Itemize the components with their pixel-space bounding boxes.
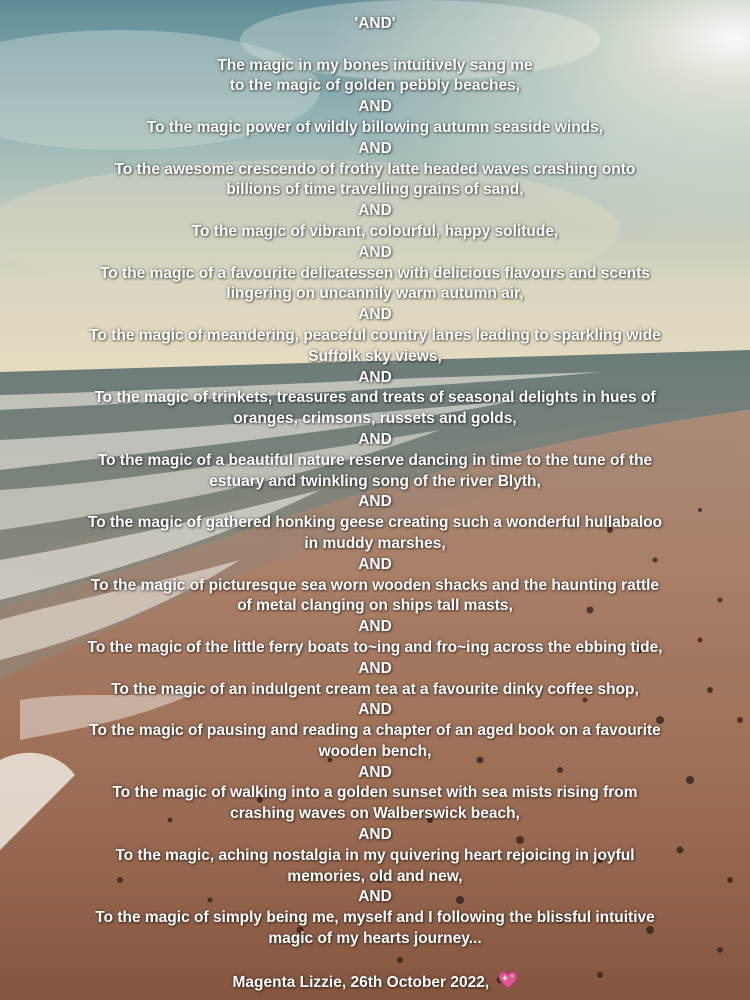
poem-line: To the magic of gathered honking geese creating such a wonderful hullabaloo [87,514,663,532]
poem-line: To the magic power of wildly billowing autumn seaside winds, [146,118,604,136]
poem-line: in muddy marshes, [304,534,446,552]
poem-line: wooden bench, [318,742,432,760]
and-line: AND [358,202,392,220]
poem-line: To the magic, aching nostalgia in my quivering heart rejoicing in joyful [115,846,635,864]
poem-line: lingering on uncannily warm autumn air, [226,285,524,303]
and-line: AND [358,826,392,844]
poem-line: Suffolk sky views, [308,347,442,365]
poem-line: To the magic of simply being me, myself and I following the blissful intuitive [95,909,655,927]
and-line: AND [358,618,392,636]
and-line: AND [358,888,392,906]
poem-line: To the magic of trinkets, treasures and treats of seasonal delights in hues of [94,389,656,407]
stanza-gap [0,950,750,971]
poem-line: To the magic of a beautiful nature reserve dancing in time to the tune of the [97,451,653,469]
and-line: AND [358,430,392,448]
poem-line: To the awesome crescendo of frothy latte headed waves crashing onto [114,160,636,178]
and-line: AND [358,701,392,719]
and-line: AND [358,243,392,261]
poem-line: to the magic of golden pebbly beaches, [229,77,521,95]
poem-line: To the magic of an indulgent cream tea at a favourite dinky coffee shop, [111,680,639,698]
and-line: AND [358,555,392,573]
and-line: AND [358,659,392,677]
poem-line: To the magic of meandering, peaceful country lanes leading to sparkling wide [89,326,661,344]
poem [0,14,750,995]
poem-line: To the magic of a favourite delicatessen with delicious flavours and scents [99,264,651,282]
poem-line: To the magic of vibrant, colourful, happy solitude, [191,222,559,240]
poem-line: billions of time travelling grains of sand, [226,181,524,199]
poem-line: The magic in my bones intuitively sang me [217,56,533,74]
poem-line: memories, old and new, [287,867,463,885]
and-line: AND [358,139,392,157]
and-line: AND [358,306,392,324]
poem-title: 'AND' [354,15,396,32]
stanza-gap [0,35,750,56]
and-line: AND [358,98,392,116]
poem-line: To the magic of the little ferry boats to~ing and fro~ing across the ebbing tide, [87,638,663,656]
and-line: AND [358,763,392,781]
poem-line: To the magic of pausing and reading a chapter of an aged book on a favourite [89,722,661,740]
sparkling-heart-icon [498,971,518,996]
poem-line: estuary and twinkling song of the river Blyth, [209,472,541,490]
poem-line: crashing waves on Walberswick beach, [230,805,520,823]
poem-lines [0,56,750,950]
signature-line [0,971,750,996]
poem-line: To the magic of walking into a golden sunset with sea mists rising from [112,784,638,802]
signature: Magenta Lizzie, 26th October 2022, [232,973,490,991]
poem-line: oranges, crimsons, russets and golds, [233,410,517,428]
poem-line: To the magic of picturesque sea worn wooden shacks and the haunting rattle [90,576,660,594]
and-line: AND [358,493,392,511]
and-line: AND [358,368,392,386]
poem-line: of metal clanging on ships tall masts, [237,597,513,615]
poem-line: magic of my hearts journey... [268,930,482,948]
